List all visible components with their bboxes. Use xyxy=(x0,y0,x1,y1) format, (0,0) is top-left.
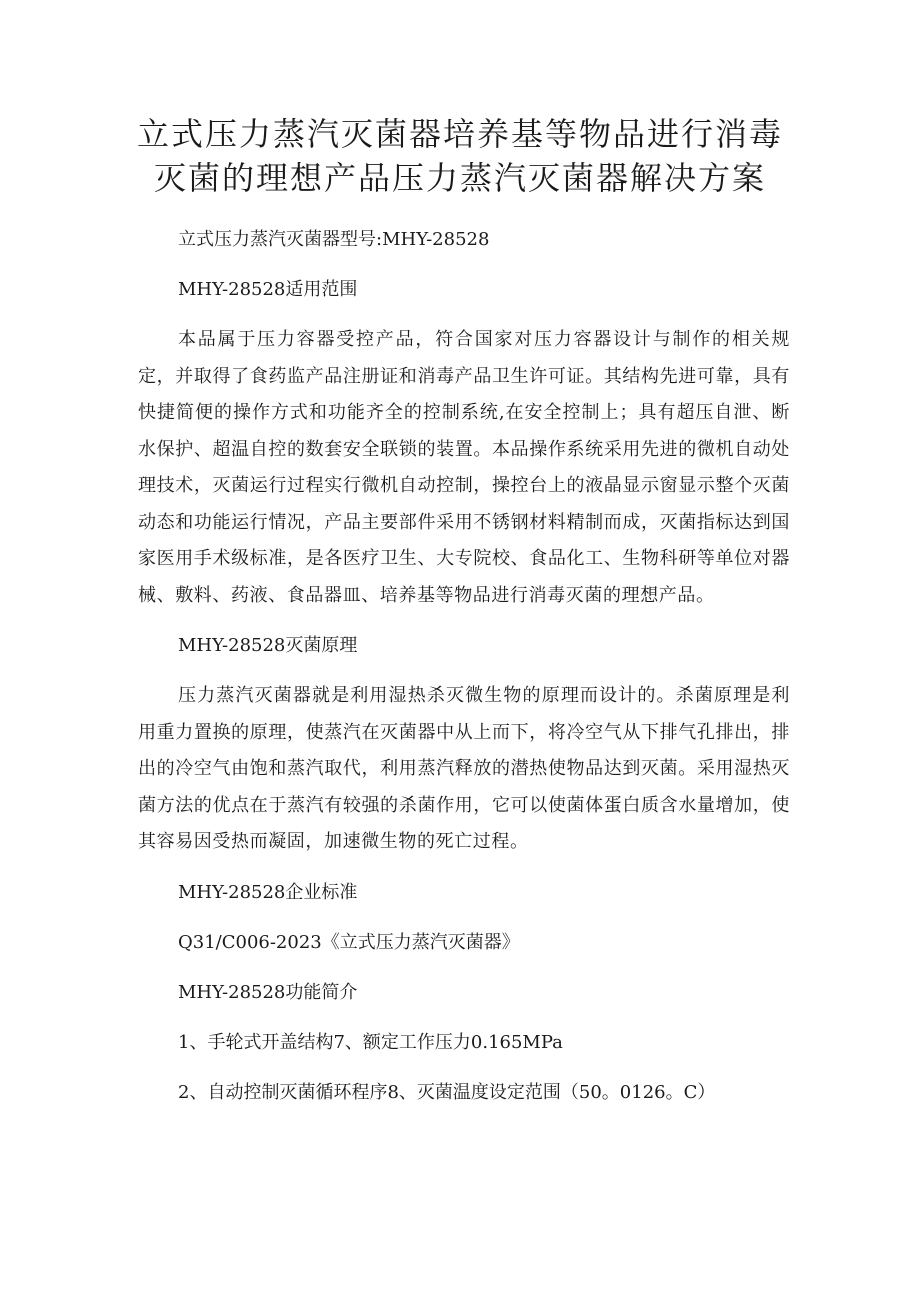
standard-heading: MHY-28528企业标准 xyxy=(178,881,358,903)
function-item-1: 1、手轮式开盖结构7、额定工作压力0.165MPa xyxy=(178,1031,563,1053)
standard-value: Q31/C006-2023《立式压力蒸汽灭菌器》 xyxy=(178,931,520,953)
document-body xyxy=(138,222,790,1125)
principle-paragraph: 压力蒸汽灭菌器就是利用湿热杀灭微生物的原理而设计的。杀菌原理是利用重力置换的原理，使蒸汽在灭菌器中从上而下，将冷空气从下排气孔排出，排出的冷空气由饱和蒸汽取代，利用蒸汽释放的潜热使物品达到灭菌。采用湿热灭菌方法的优点在于蒸汽有较强的杀菌作用，它可以使菌体蛋白质含水量增加，使其容易因受热而凝固，加速微生物的死亡过程。 xyxy=(138,685,790,852)
principle-heading: MHY-28528灭菌原理 xyxy=(178,635,358,656)
document-title xyxy=(120,112,800,200)
scope-heading: MHY-28528适用范围 xyxy=(178,279,358,300)
title-line-2: 灭菌的理想产品压力蒸汽灭菌器解决方案 xyxy=(153,159,766,197)
function-item-2: 2、自动控制灭菌循环程序8、灭菌温度设定范围（50。0126。C） xyxy=(178,1081,716,1103)
function-heading: MHY-28528功能简介 xyxy=(178,981,358,1003)
title-line-1: 立式压力蒸汽灭菌器培养基等物品进行消毒 xyxy=(136,115,783,153)
scope-paragraph: 本品属于压力容器受控产品，符合国家对压力容器设计与制作的相关规定，并取得了食药监产品注册证和消毒产品卫生许可证。其结构先进可靠，具有快捷简便的操作方式和功能齐全的控制系统,在安全控制上；具有超压自泄、断水保护、超温自控的数套安全联锁的装置。本品操作系统采用先进的微机自动处理技术，灭菌运行过程实行微机自动控制，操控台上的液晶显示窗显示整个灭菌动态和功能运行情况，产品主要部件采用不锈钢材料精制而成，灭菌指标达到国家医用手术级标准，是各医疗卫生、大专院校、食品化工、生物科研等单位对器械、敷料、药液、食品器皿、培养基等物品进行消毒灭菌的理想产品。 xyxy=(138,329,790,606)
model-line: 立式压力蒸汽灭菌器型号:MHY-28528 xyxy=(178,229,490,250)
